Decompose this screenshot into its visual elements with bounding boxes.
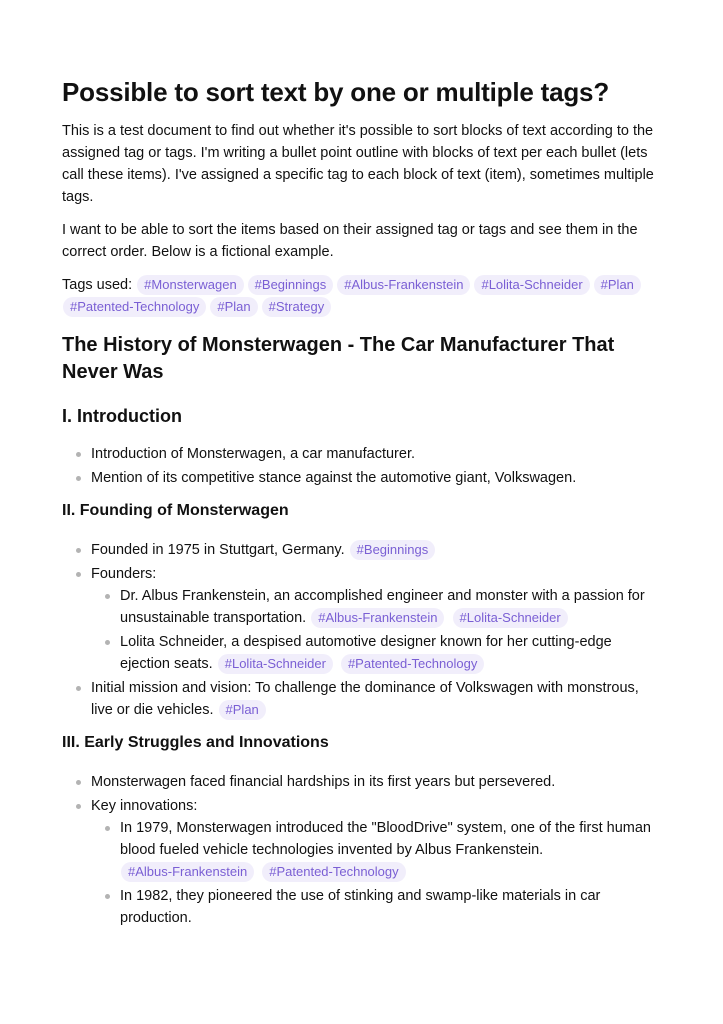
tag-chip[interactable]: #Plan — [210, 297, 257, 317]
tag-chip[interactable]: #Monsterwagen — [137, 275, 244, 295]
tag-chip[interactable]: #Albus-Frankenstein — [337, 275, 470, 295]
tags-used-label: Tags used: — [62, 277, 133, 293]
list-item-text: Lolita Schneider, a despised automotive designer known for her cutting-edge ejection seats. — [120, 634, 612, 672]
tag-chip[interactable]: #Lolita-Schneider — [218, 654, 333, 674]
tag-chip[interactable]: #Beginnings — [350, 540, 436, 560]
founders-sublist — [91, 585, 661, 675]
section-heading-introduction: I. Introduction — [62, 406, 182, 426]
introduction-list — [62, 443, 661, 489]
list-item — [91, 563, 661, 675]
sub-list-item: In 1982, they pioneered the use of stinking and swamp-like materials in car production. — [120, 885, 661, 929]
tag-chip[interactable]: #Patented-Technology — [341, 654, 484, 674]
list-item: Introduction of Monsterwagen, a car manufacturer. — [91, 443, 661, 465]
list-item — [91, 795, 661, 929]
innovations-sublist — [91, 817, 661, 929]
section-heading-early-struggles: III. Early Struggles and Innovations — [62, 734, 329, 751]
sub-list-item — [120, 631, 661, 675]
section-heading-founding: II. Founding of Monsterwagen — [62, 502, 289, 519]
sub-list-item — [120, 585, 661, 629]
list-item: Monsterwagen faced financial hardships in its first years but persevered. — [91, 771, 661, 793]
list-item-text: Founders: — [91, 566, 157, 582]
list-item: Mention of its competitive stance against the automotive giant, Volkswagen. — [91, 467, 661, 489]
history-heading: The History of Monsterwagen - The Car Manufacturer That Never Was — [62, 334, 615, 383]
intro-paragraph-1: This is a test document to find out whether it's possible to sort blocks of text according to the assigned tag or tags. I'm writing a bullet point outline with blocks of text per each bullet (lets call these items). I've assigned a specific tag to each block of text (item), sometimes multiple tags. — [62, 123, 654, 205]
tag-chip[interactable]: #Lolita-Schneider — [474, 275, 589, 295]
tag-chip[interactable]: #Lolita-Schneider — [453, 608, 568, 628]
founding-list — [62, 539, 661, 721]
intro-paragraph-2: I want to be able to sort the items based on their assigned tag or tags and see them in the correct order. Below is a fictional example. — [62, 222, 638, 260]
tag-chip[interactable]: #Plan — [594, 275, 641, 295]
list-item-text: Founded in 1975 in Stuttgart, Germany. — [91, 542, 345, 558]
list-item-text: Dr. Albus Frankenstein, an accomplished engineer and monster with a passion for unsustainable transportation. — [120, 588, 645, 626]
tag-chip[interactable]: #Strategy — [262, 297, 332, 317]
tag-chip[interactable]: #Beginnings — [248, 275, 334, 295]
tag-chip[interactable]: #Patented-Technology — [262, 862, 405, 882]
list-item-text: Initial mission and vision: To challenge the dominance of Volkswagen with monstrous, live or die vehicles. — [91, 680, 639, 718]
sub-list-item — [120, 817, 661, 883]
list-item — [91, 539, 661, 561]
early-struggles-list — [62, 771, 661, 929]
list-item-text: Key innovations: — [91, 798, 198, 814]
list-item — [91, 677, 661, 721]
tag-chip[interactable]: #Plan — [219, 700, 266, 720]
document-title: Possible to sort text by one or multiple tags? — [62, 77, 609, 107]
tag-chip[interactable]: #Patented-Technology — [63, 297, 206, 317]
list-item-text: In 1979, Monsterwagen introduced the "BloodDrive" system, one of the first human blood fueled vehicle technologies invented by Albus Frankenstein. — [120, 820, 651, 858]
tag-chip[interactable]: #Albus-Frankenstein — [121, 862, 254, 882]
tags-used-line — [62, 274, 661, 318]
tag-chip[interactable]: #Albus-Frankenstein — [311, 608, 444, 628]
